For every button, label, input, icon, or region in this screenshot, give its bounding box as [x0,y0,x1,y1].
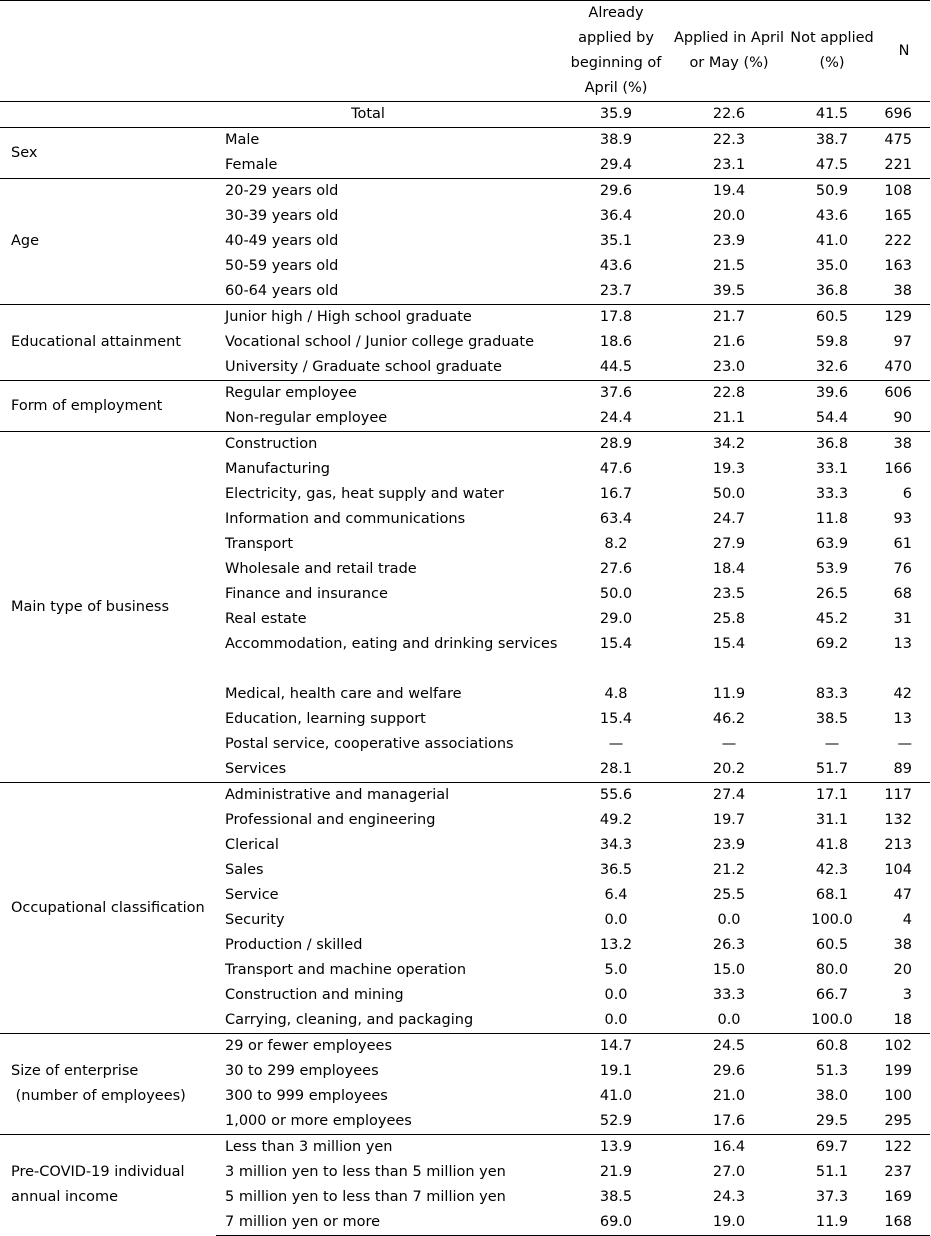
cell-n: 129 [878,305,930,331]
category-label-line: Age [11,233,40,249]
cell-applied: 22.8 [672,381,786,407]
row-label: Service [225,887,279,903]
category-label-line: annual income [11,1189,119,1206]
cell-applied: 23.1 [712,157,746,173]
cell-already: 50.0 [599,586,633,602]
cell-applied: 27.9 [712,536,746,552]
cell-already: 52.9 [599,1113,633,1129]
cell-not-applied: 100.0 [811,912,853,928]
row-label: Services [225,761,287,777]
cell-n: 165 [884,208,912,224]
row-label: Construction [216,432,560,458]
cell-n: 90 [893,410,912,426]
cell-not-applied: 37.3 [815,1189,849,1205]
cell-not-applied: 29.5 [815,1113,849,1129]
cell-already: 13.9 [560,1135,672,1161]
cell-applied: 11.9 [712,686,746,702]
cell-not-applied: 41.8 [815,837,849,853]
category-label [0,179,216,305]
cell-already: 37.6 [560,381,672,407]
cell-not-applied: 38.0 [815,1088,849,1104]
row-label: Real estate [225,611,307,627]
table-row [0,128,930,154]
category-label-line: Educational attainment [11,334,181,350]
cell-already: 69.0 [560,1210,672,1236]
cell-applied: 39.5 [712,283,746,299]
cell-not-applied: 32.6 [815,359,849,375]
row-label: Clerical [225,837,279,853]
total-already: 35.9 [560,102,672,128]
cell-applied: 46.2 [712,711,746,727]
cell-already: 24.4 [599,410,633,426]
cell-not-applied: 66.7 [815,987,849,1003]
category-label [0,381,216,432]
row-label: Male [216,128,560,154]
cell-not-applied: 60.5 [786,305,878,331]
category-label [0,432,216,783]
header-blank-category [0,1,216,102]
cell-already: 41.0 [599,1088,633,1104]
cell-applied: 15.4 [712,636,746,652]
cell-n: 68 [893,586,912,602]
cell-already: 0.0 [604,1012,628,1028]
category-label [0,1034,216,1135]
cell-applied: 33.3 [712,987,746,1003]
cell-applied: 27.0 [712,1164,746,1180]
total-applied: 22.6 [672,102,786,128]
cell-n: 42 [893,686,912,702]
row-label: Sales [225,862,264,878]
cell-already: 4.8 [604,686,628,702]
cell-already: 28.1 [599,761,633,777]
cell-applied: 26.3 [712,937,746,953]
cell-already: 38.9 [560,128,672,154]
cell-n: 117 [878,783,930,809]
cell-already: 5.0 [604,962,628,978]
cell-n: 93 [893,511,912,527]
cell-already: 19.1 [599,1063,633,1079]
cell-applied: 17.6 [712,1113,746,1129]
row-label: 300 to 999 employees [225,1088,388,1104]
cell-applied: 21.1 [712,410,746,426]
cell-already: 38.5 [599,1189,633,1205]
category-label-line: Size of enterprise [11,1063,139,1079]
cell-applied: 23.9 [712,233,746,249]
cell-not-applied: 50.9 [786,179,878,205]
category-label-line: (number of employees) [11,1088,186,1104]
cell-n: 76 [893,561,912,577]
cell-n: 13 [893,636,912,652]
cell-n: — [897,736,912,752]
cell-not-applied: 35.0 [815,258,849,274]
row-label: Security [225,912,285,928]
cell-already: 13.2 [599,937,633,953]
table-row [0,783,930,809]
cell-applied: 0.0 [717,1012,741,1028]
row-label: Construction and mining [225,987,404,1003]
total-n: 696 [878,102,930,128]
cell-applied: 21.6 [712,334,746,350]
cell-not-applied: 100.0 [811,1012,853,1028]
cell-n: 237 [884,1164,912,1180]
table-row [0,432,930,458]
cell-not-applied: 60.8 [786,1034,878,1060]
cell-not-applied: 51.7 [815,761,849,777]
cell-not-applied: 33.3 [815,486,849,502]
cell-applied: 19.0 [672,1210,786,1236]
cell-applied: 19.7 [712,812,746,828]
row-label: Female [225,157,278,173]
cell-applied: 21.7 [672,305,786,331]
row-label: 20-29 years old [216,179,560,205]
cell-n: 222 [884,233,912,249]
cell-already: 36.5 [599,862,633,878]
cell-already: 16.7 [599,486,633,502]
cell-already: 29.6 [560,179,672,205]
cell-already: 35.1 [599,233,633,249]
cell-n: 168 [878,1210,930,1236]
row-label: Administrative and managerial [216,783,560,809]
cell-n: 470 [884,359,912,375]
total-row [0,102,930,128]
cell-already: 23.7 [599,283,633,299]
cell-n: 18 [893,1012,912,1028]
cell-already: 18.6 [599,334,633,350]
cell-n: 38 [878,432,930,458]
cell-n: 102 [878,1034,930,1060]
header-not-applied: Not applied (%) [786,1,878,102]
table-row [0,1135,930,1161]
cell-already: 8.2 [604,536,628,552]
cell-n: 104 [884,862,912,878]
cell-already: 63.4 [599,511,633,527]
row-label: Transport [225,536,294,552]
cell-applied: 18.4 [712,561,746,577]
header-n: N [878,1,930,102]
row-label: Carrying, cleaning, and packaging [225,1012,474,1028]
row-label: University / Graduate school graduate [225,359,502,375]
category-label-line: Pre-COVID-19 individual [11,1164,185,1181]
cell-n: 31 [893,611,912,627]
row-label: Education, learning support [225,711,426,727]
cell-applied: 34.2 [672,432,786,458]
cell-not-applied: 51.3 [815,1063,849,1079]
cell-n: 199 [884,1063,912,1079]
cell-applied: 20.0 [712,208,746,224]
category-label [0,783,216,1034]
cell-not-applied: 38.7 [786,128,878,154]
cell-applied: 23.9 [712,837,746,853]
row-label: Electricity, gas, heat supply and water [225,486,504,502]
cell-applied: 21.0 [712,1088,746,1104]
cell-already: 14.7 [560,1034,672,1060]
header-applied-april-may: Applied in April or May (%) [672,1,786,102]
cell-not-applied: 69.2 [815,636,849,652]
cell-applied: 22.3 [672,128,786,154]
cell-not-applied: 83.3 [815,686,849,702]
cell-n: 100 [884,1088,912,1104]
cell-not-applied: 59.8 [815,334,849,350]
cell-already: 15.4 [599,711,633,727]
total-label: Total [0,102,560,128]
category-label-line: Main type of business [11,598,170,615]
category-label [0,1135,216,1236]
cell-already: 44.5 [599,359,633,375]
table-row [0,1034,930,1060]
category-label [0,305,216,381]
row-label: Transport and machine operation [225,962,467,978]
cell-applied: 24.3 [712,1189,746,1205]
row-label: 7 million yen or more [216,1210,560,1236]
row-label: 5 million yen to less than 7 million yen [225,1189,506,1205]
cell-n: 13 [893,711,912,727]
cell-n: 38 [893,937,912,953]
cell-not-applied: 54.4 [815,410,849,426]
row-label: Regular employee [216,381,560,407]
cell-applied: 0.0 [717,912,741,928]
cell-already: 6.4 [604,887,628,903]
cell-already: 21.9 [599,1164,633,1180]
row-label: 50-59 years old [225,258,339,274]
cell-applied: 25.5 [712,887,746,903]
cell-not-applied: 68.1 [815,887,849,903]
cell-n: 221 [884,157,912,173]
row-label: Postal service, cooperative associations [225,736,514,752]
cell-applied: 16.4 [672,1135,786,1161]
cell-applied: 23.0 [712,359,746,375]
cell-already: 36.4 [599,208,633,224]
cell-not-applied: 53.9 [815,561,849,577]
row-label: Wholesale and retail trade [225,561,417,577]
cell-applied: — [721,736,737,752]
table-row [0,381,930,407]
total-not-applied: 41.5 [786,102,878,128]
cell-n: 132 [884,812,912,828]
cell-not-applied: 60.5 [815,937,849,953]
cell-n: 89 [893,761,912,777]
cell-applied: 25.8 [712,611,746,627]
row-label: 30-39 years old [225,208,339,224]
cell-applied: 23.5 [712,586,746,602]
cell-n: 108 [878,179,930,205]
cell-n: 47 [893,887,912,903]
cell-already: 15.4 [599,636,633,652]
cell-applied: 24.5 [672,1034,786,1060]
cell-applied: 29.6 [712,1063,746,1079]
cell-n: 97 [893,334,912,350]
row-label: 1,000 or more employees [225,1113,412,1129]
cell-already: 0.0 [604,912,628,928]
cell-already: 17.8 [560,305,672,331]
cell-n: 61 [893,536,912,552]
row-label: Junior high / High school graduate [216,305,560,331]
cell-applied: 15.0 [712,962,746,978]
category-label [0,128,216,179]
cell-already: — [608,736,624,752]
row-label: Professional and engineering [225,812,436,828]
cell-n: 3 [902,987,912,1003]
cell-n: 4 [902,912,912,928]
table-body [0,102,930,1236]
cell-applied: 24.7 [712,511,746,527]
cell-already: 47.6 [599,461,633,477]
cell-n: 606 [878,381,930,407]
cell-applied: 19.3 [712,461,746,477]
row-label: 30 to 299 employees [225,1063,379,1079]
cell-n: 20 [893,962,912,978]
cell-n: 122 [878,1135,930,1161]
cell-n: 213 [884,837,912,853]
cell-not-applied: 36.8 [815,283,849,299]
cell-not-applied: 38.5 [815,711,849,727]
header-blank-subcategory [216,1,560,102]
cell-already: 27.6 [599,561,633,577]
row-label: Non-regular employee [225,410,388,426]
cell-not-applied: — [824,736,840,752]
cell-not-applied: 51.1 [815,1164,849,1180]
row-label: Finance and insurance [225,586,388,602]
cell-not-applied: 11.9 [786,1210,878,1236]
cell-already: 49.2 [599,812,633,828]
cell-not-applied: 36.8 [786,432,878,458]
cell-applied: 19.4 [672,179,786,205]
cell-not-applied: 26.5 [815,586,849,602]
table-row [0,179,930,205]
cell-not-applied: 80.0 [815,962,849,978]
cell-already: 29.4 [599,157,633,173]
cell-not-applied: 63.9 [815,536,849,552]
cell-not-applied: 17.1 [786,783,878,809]
cell-applied: 21.5 [712,258,746,274]
row-label: Less than 3 million yen [216,1135,560,1161]
row-label: 60-64 years old [225,283,339,299]
cell-already: 55.6 [560,783,672,809]
cell-not-applied: 39.6 [786,381,878,407]
cell-n: 163 [884,258,912,274]
category-label-line: Occupational classification [11,899,205,916]
row-label: Accommodation, eating and drinking services [225,636,558,652]
cell-not-applied: 43.6 [815,208,849,224]
cell-already: 34.3 [599,837,633,853]
cell-already: 43.6 [599,258,633,274]
row-label: 40-49 years old [225,233,339,249]
header-row [0,1,930,102]
cell-n: 166 [884,461,912,477]
cell-not-applied: 11.8 [815,511,849,527]
cell-not-applied: 47.5 [815,157,849,173]
cell-not-applied: 69.7 [786,1135,878,1161]
cell-n: 6 [902,486,912,502]
row-label: 3 million yen to less than 5 million yen [225,1164,506,1180]
row-label: Information and communications [225,511,466,527]
header-already-applied: Already applied by beginning of April (%) [560,1,672,102]
cell-n: 295 [884,1113,912,1129]
row-label: Medical, health care and welfare [225,686,462,702]
cell-applied: 20.2 [712,761,746,777]
cell-already: 0.0 [604,987,628,1003]
cell-applied: 50.0 [712,486,746,502]
category-label-line: Form of employment [11,397,163,414]
cell-applied: 27.4 [672,783,786,809]
cell-already: 28.9 [560,432,672,458]
row-label: Vocational school / Junior college graduate [225,334,535,350]
cell-n: 169 [884,1189,912,1205]
row-label: Production / skilled [225,937,363,953]
row-label: Manufacturing [225,461,330,477]
cell-already: 29.0 [599,611,633,627]
table-row [0,305,930,331]
cell-not-applied: 31.1 [815,812,849,828]
cell-not-applied: 45.2 [815,611,849,627]
cell-applied: 21.2 [712,862,746,878]
category-label-line: Sex [11,144,38,161]
cell-n: 475 [878,128,930,154]
cell-not-applied: 42.3 [815,862,849,878]
row-label: 29 or fewer employees [216,1034,560,1060]
cell-n: 38 [893,283,912,299]
cell-not-applied: 33.1 [815,461,849,477]
cell-not-applied: 41.0 [815,233,849,249]
